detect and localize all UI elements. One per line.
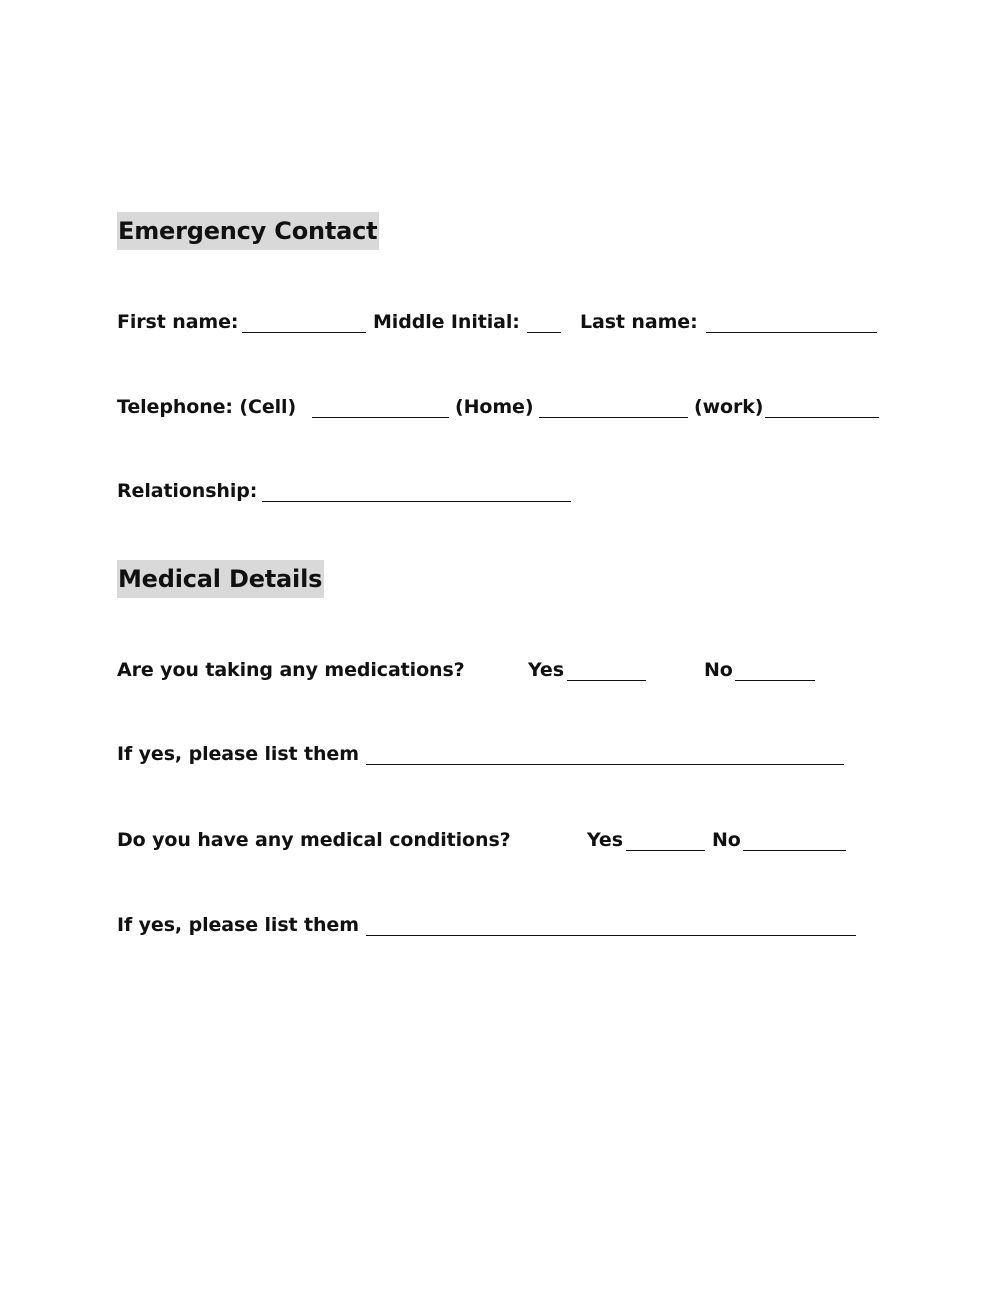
relationship-field[interactable]: [262, 477, 571, 505]
conditions-list-field[interactable]: [366, 911, 856, 939]
last-name-label: Last name:: [580, 311, 698, 333]
conditions-yes-label: Yes: [587, 829, 623, 851]
last-name-field[interactable]: [706, 308, 877, 336]
conditions-question: Do you have any medical conditions?: [117, 829, 511, 851]
work-phone-field[interactable]: [765, 393, 879, 421]
conditions-list-label: If yes, please list them: [117, 914, 359, 936]
medications-list-field[interactable]: [366, 740, 844, 768]
emergency-contact-heading: Emergency Contact: [117, 212, 379, 250]
medical-details-heading: Medical Details: [117, 560, 324, 598]
first-name-label: First name:: [117, 311, 239, 333]
medications-yes-field[interactable]: [567, 656, 646, 684]
medications-list-row: [117, 740, 857, 768]
conditions-yes-field[interactable]: [626, 826, 705, 854]
home-label: (Home): [455, 396, 534, 418]
conditions-no-label: No: [712, 829, 741, 851]
conditions-list-row: [117, 911, 867, 939]
work-label: (work): [694, 396, 764, 418]
telephone-cell-label: Telephone: (Cell): [117, 396, 297, 418]
telephone-row: [117, 393, 887, 421]
relationship-label: Relationship:: [117, 480, 258, 502]
relationship-row: [117, 477, 617, 505]
medications-question: Are you taking any medications?: [117, 659, 465, 681]
medications-yes-label: Yes: [528, 659, 564, 681]
conditions-row: [117, 826, 857, 854]
medications-no-field[interactable]: [735, 656, 815, 684]
middle-initial-label: Middle Initial:: [373, 311, 520, 333]
medications-list-label: If yes, please list them: [117, 743, 359, 765]
name-row: [117, 308, 887, 336]
medications-row: [117, 656, 837, 684]
middle-initial-field[interactable]: [527, 308, 561, 336]
cell-phone-field[interactable]: [312, 393, 449, 421]
first-name-field[interactable]: [242, 308, 366, 336]
conditions-no-field[interactable]: [743, 826, 846, 854]
home-phone-field[interactable]: [539, 393, 688, 421]
medications-no-label: No: [704, 659, 733, 681]
